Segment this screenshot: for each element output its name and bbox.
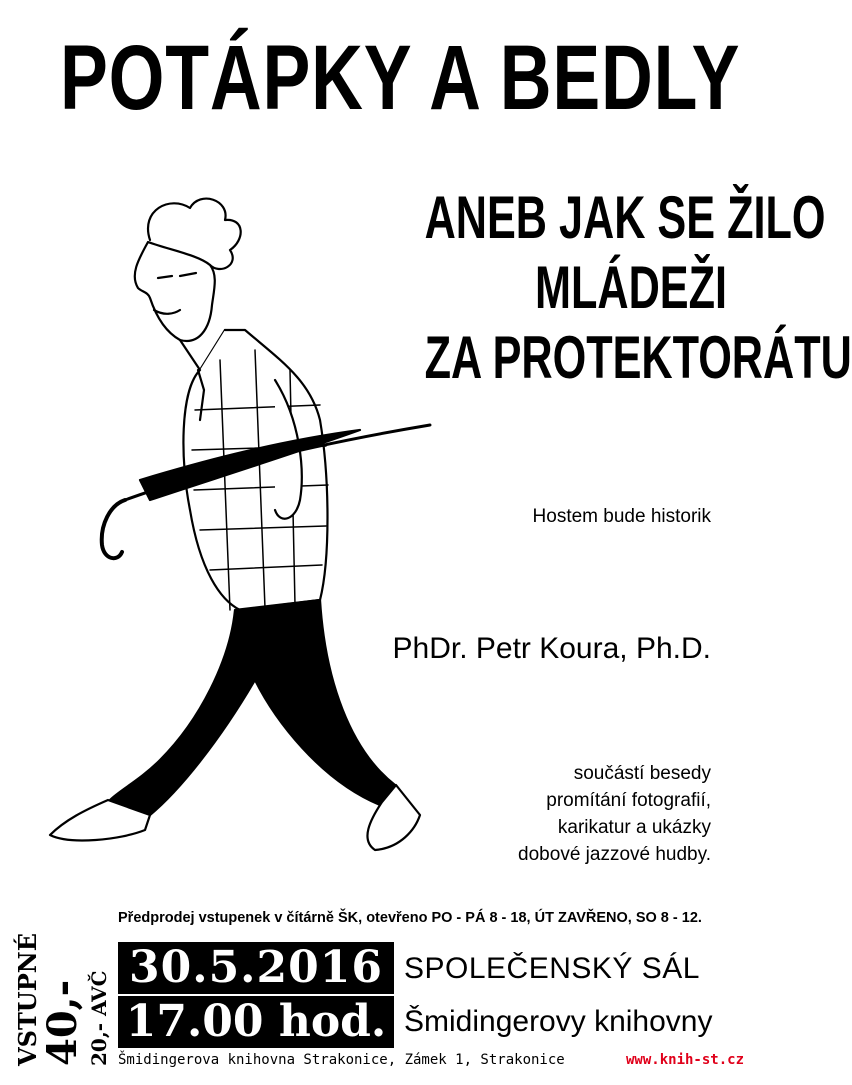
subtitle-line-1: ANEB JAK SE ŽILO xyxy=(424,184,826,251)
event-time: 17.00 hod. xyxy=(118,996,394,1048)
website-link[interactable]: www.knih-st.cz xyxy=(626,1052,745,1068)
program-line-4: dobové jazzové hudby. xyxy=(518,844,711,865)
program-line-1: součástí besedy xyxy=(573,763,711,784)
event-date: 30.5.2016 xyxy=(118,942,394,994)
price-full: 40,- xyxy=(39,979,86,1066)
walking-man-illustration xyxy=(30,180,450,880)
poster-title: POTÁPKY A BEDLY xyxy=(60,27,741,129)
host-intro: Hostem bude historik xyxy=(532,506,711,527)
subtitle-line-2: MLÁDEŽI xyxy=(535,254,727,321)
host-name: PhDr. Petr Koura, Ph.D. xyxy=(392,632,711,665)
subtitle-line-3: ZA PROTEKTORÁTU xyxy=(424,324,852,391)
presale-info: Předprodej vstupenek v čítárně ŠK, otevřeno PO - PÁ 8 - 18, ÚT ZAVŘENO, SO 8 - 12. xyxy=(118,910,702,926)
venue-library: Šmidingerovy knihovny xyxy=(404,1005,713,1038)
program-description xyxy=(391,760,711,868)
program-line-3: karikatur a ukázky xyxy=(557,817,711,838)
venue-address: Šmidingerova knihovna Strakonice, Zámek 1, Strakonice xyxy=(118,1052,565,1068)
entry-price-block xyxy=(0,918,118,1068)
price-reduced: 20,- AVČ xyxy=(87,970,111,1066)
venue-hall: SPOLEČENSKÝ SÁL xyxy=(404,952,700,985)
program-line-2: promítání fotografií, xyxy=(546,790,711,811)
entry-label: VSTUPNÉ xyxy=(13,932,42,1066)
